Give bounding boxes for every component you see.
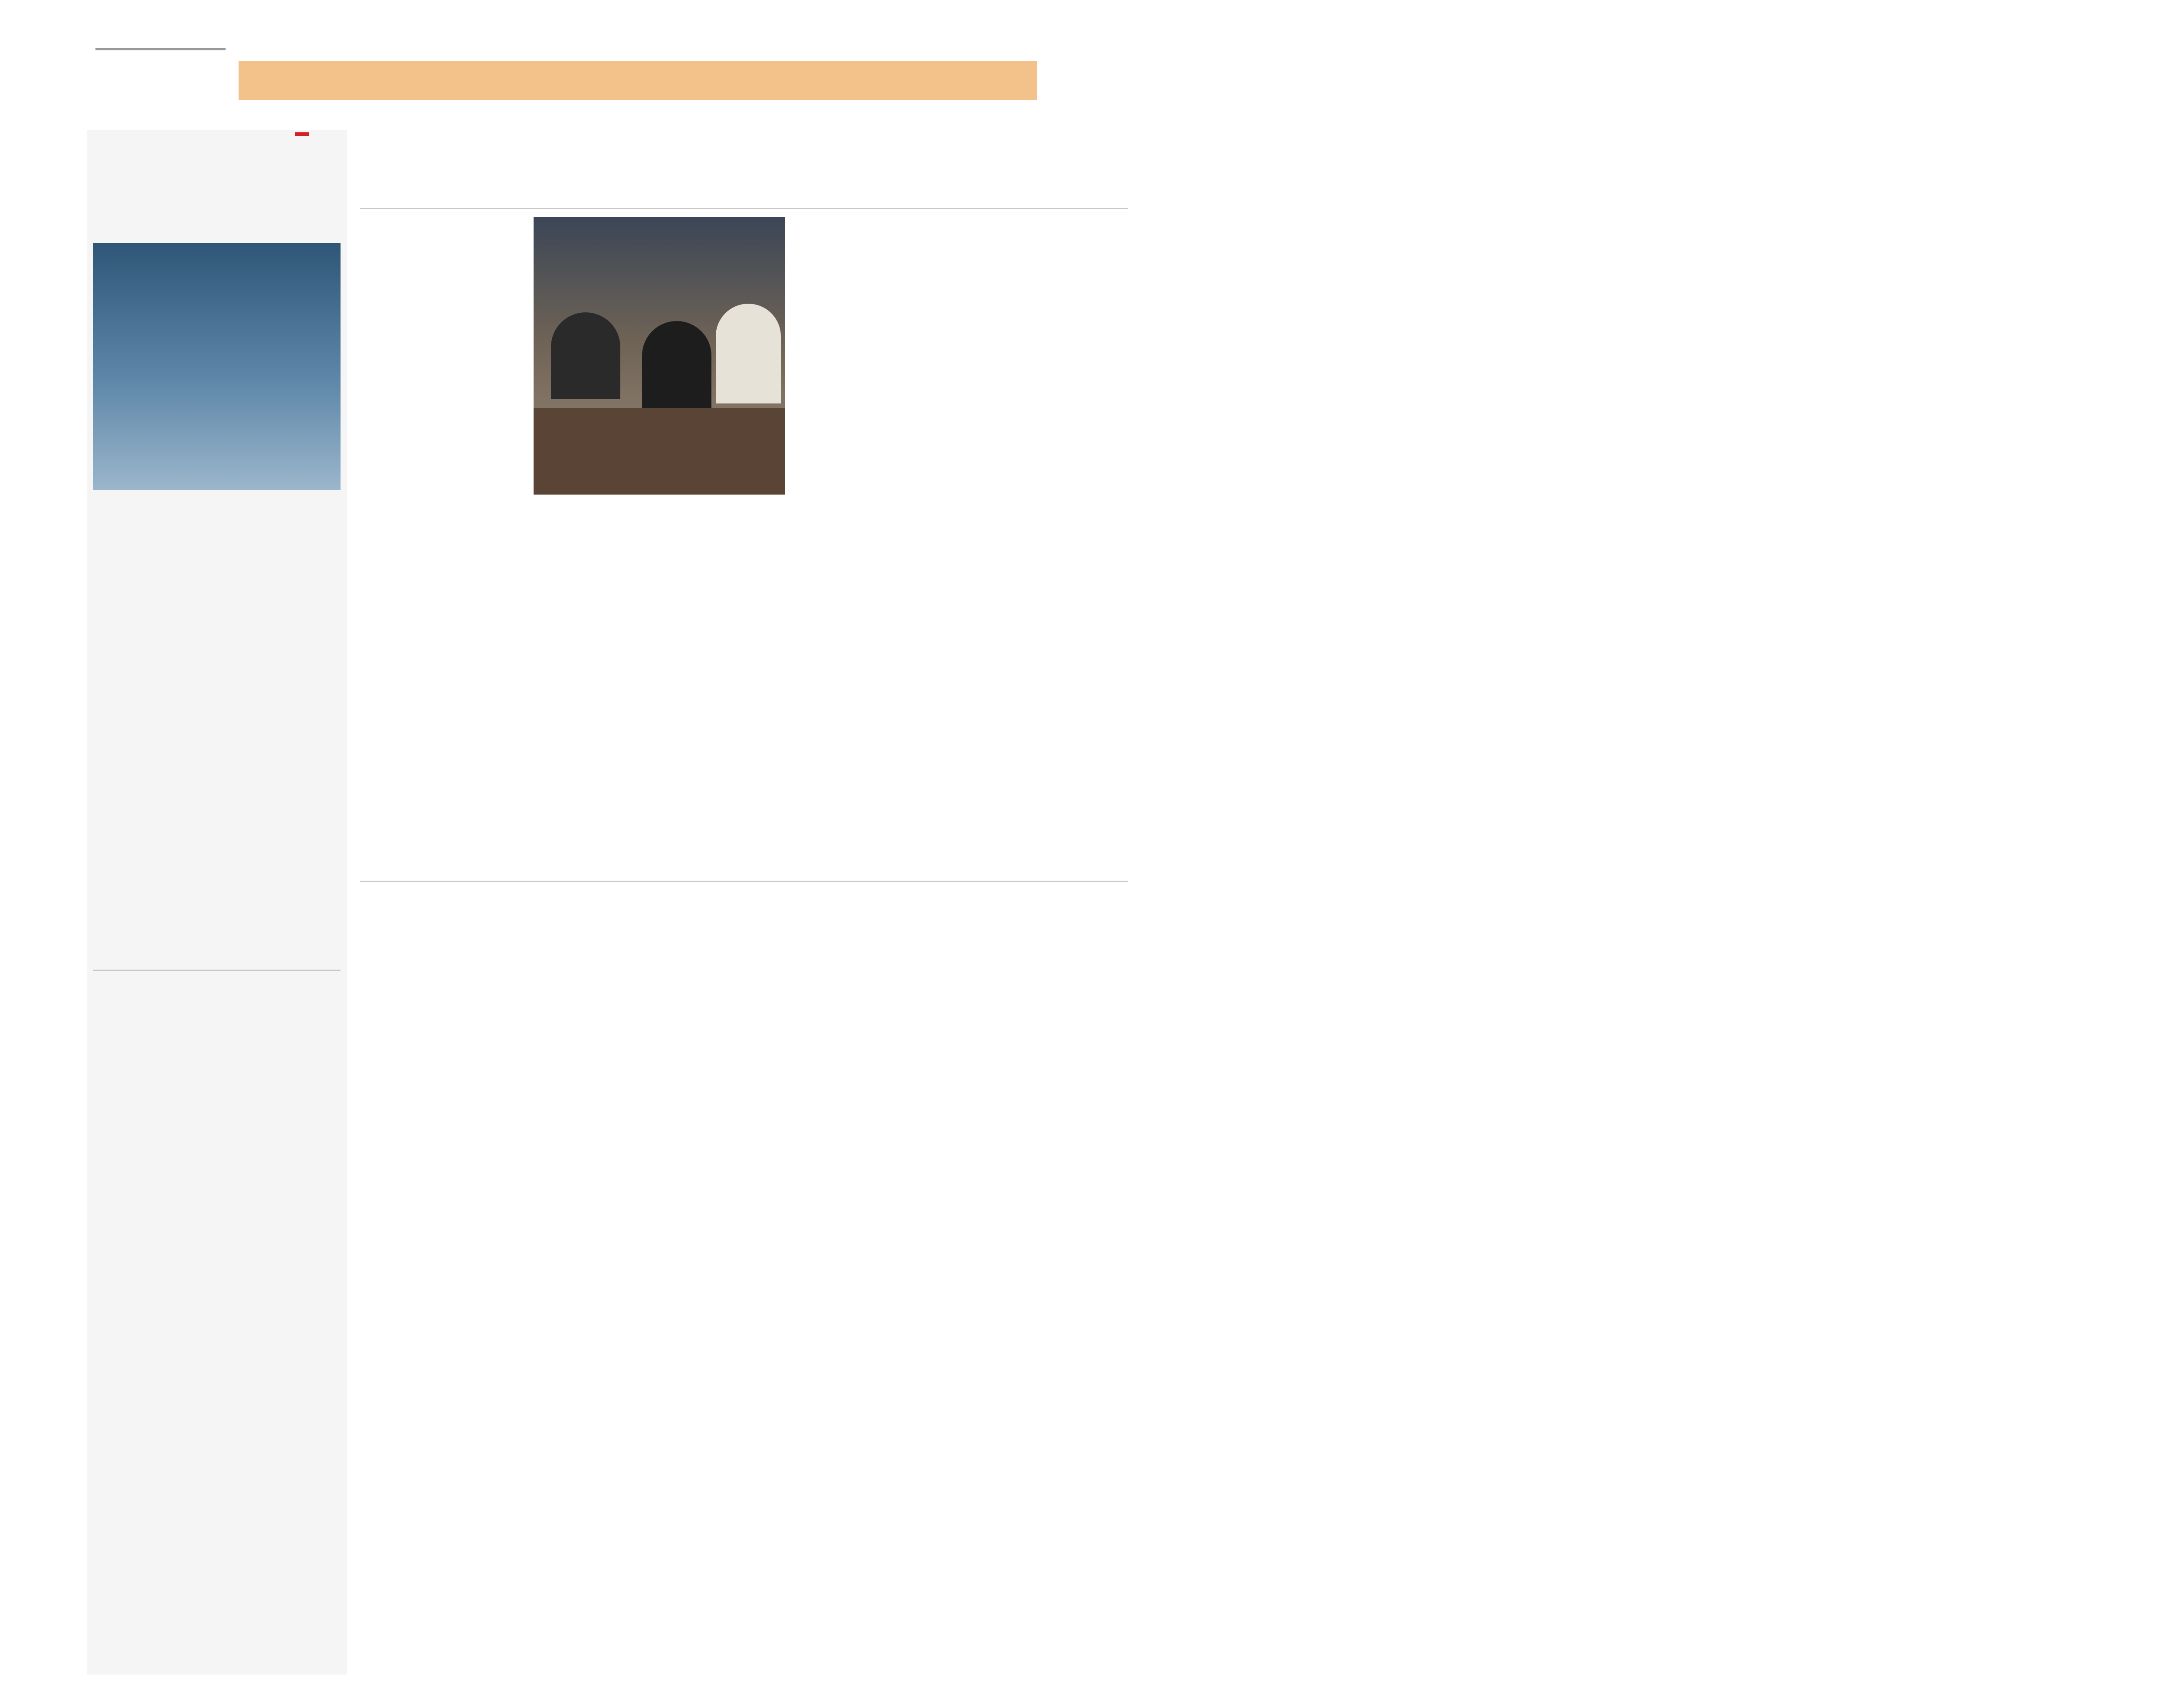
date-block [95,48,226,50]
header-band [239,61,1037,100]
sidebar-tag [295,132,309,136]
issue-number [95,49,226,50]
logo [937,48,1050,104]
main-body-col2 [794,217,959,868]
sub-body-col1 [967,954,1128,1249]
sidebar-story2-body [93,1054,341,1679]
divider [360,208,1128,209]
main-body-col1 [967,217,1128,868]
divider [360,881,1128,882]
ad-bond-image [93,243,341,490]
main-photo [534,217,785,495]
sidebar-story1-body [93,499,341,963]
main-body-col5 [534,694,785,868]
divider [93,970,341,971]
main-body-col4 [360,217,525,868]
sub-body-col2 [794,954,959,1249]
